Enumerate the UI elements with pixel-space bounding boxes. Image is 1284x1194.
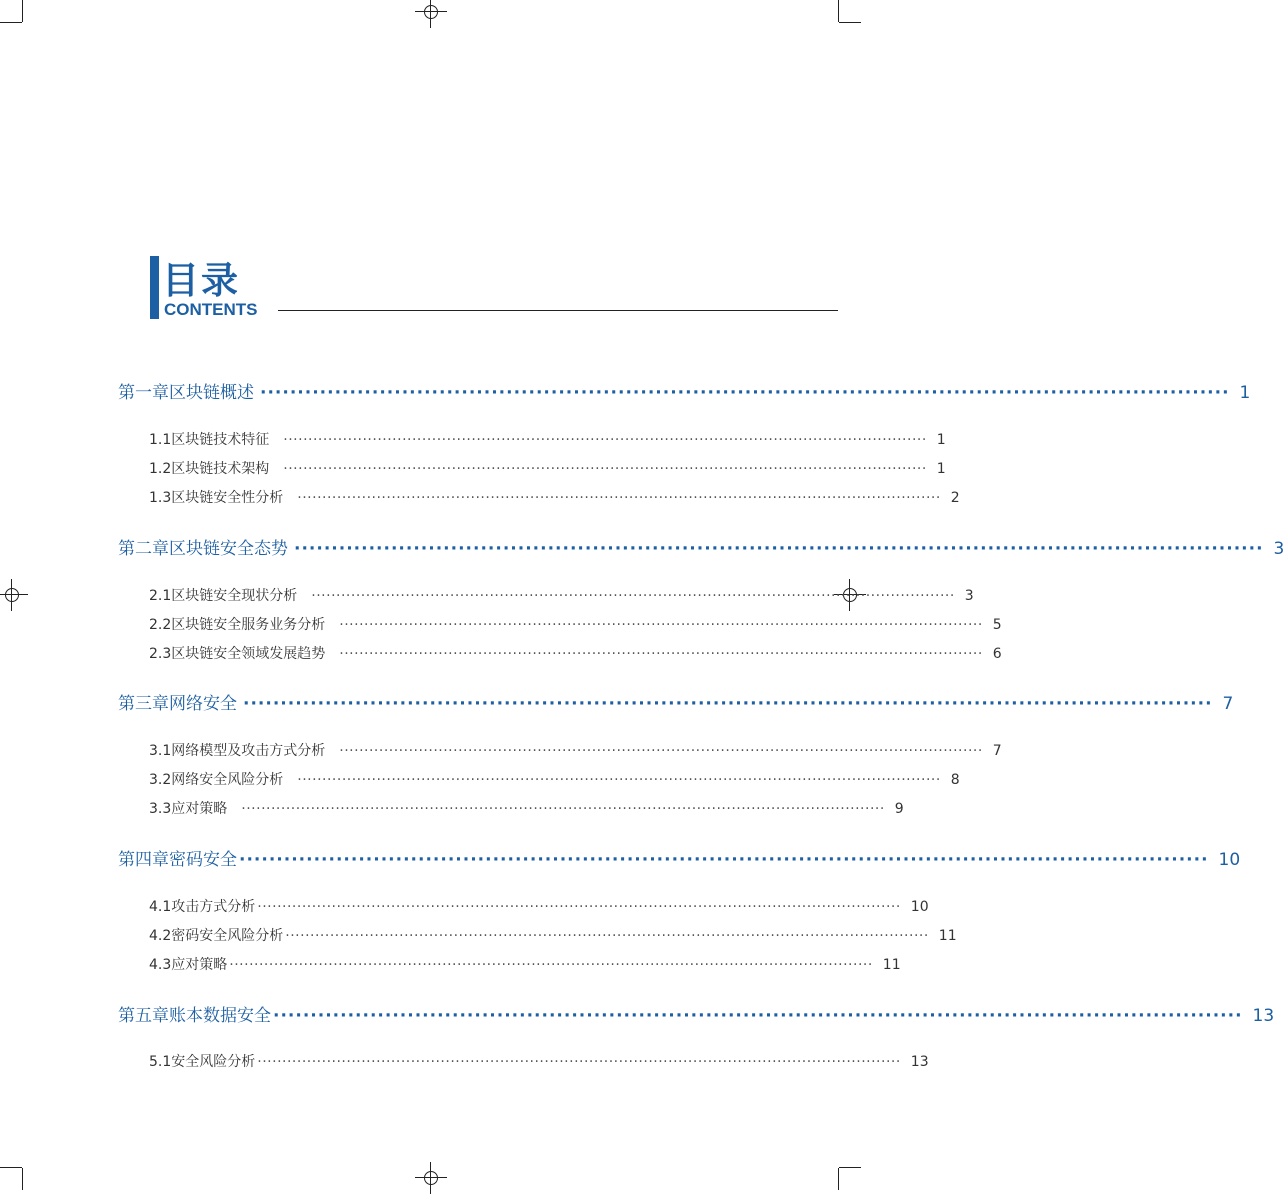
section-page: 6 [992, 646, 1002, 662]
page-subtitle: CONTENTS [164, 300, 258, 319]
dot-leader: ·································································································································· [339, 646, 983, 662]
section-title: 区块链安全现状分析 [171, 588, 298, 604]
chapter-title: 网络安全 [169, 694, 237, 714]
chapter-page: 7 [1222, 694, 1234, 714]
page-title: 目录 [162, 259, 240, 302]
section-page: 5 [992, 617, 1002, 633]
chapter-number: 第五章 [118, 1006, 169, 1026]
dot-leader: ·································································································································· [339, 617, 983, 633]
dot-leader: ·································································································································· [283, 461, 927, 477]
dot-leader: ·································································································································· [339, 743, 983, 759]
section-title: 区块链安全性分析 [171, 490, 284, 506]
section-title: 应对策略 [171, 957, 228, 973]
crop-mark-top-right [838, 0, 839, 22]
section-page: 3 [964, 588, 974, 604]
section-number: 2.3 [149, 646, 172, 662]
chapter-title: 密码安全 [169, 850, 237, 870]
dot-leader: ·································································································································· [257, 899, 901, 915]
section-title: 应对策略 [171, 801, 228, 817]
section-number: 3.2 [149, 772, 172, 788]
section-number: 4.1 [149, 899, 172, 915]
chapter-number: 第三章 [118, 694, 169, 714]
section-title: 安全风险分析 [171, 1054, 256, 1070]
chapter-page: 10 [1218, 850, 1241, 870]
section-title: 攻击方式分析 [171, 899, 256, 915]
section-title: 区块链安全服务业务分析 [171, 617, 326, 633]
toc-chapter-5[interactable] [118, 1001, 1275, 1026]
toc-section-2-3[interactable] [149, 643, 1002, 663]
chapter-number: 第二章 [118, 539, 169, 559]
crop-mark-bottom-left-h [0, 1167, 22, 1168]
crop-mark-top-left [22, 0, 23, 22]
toc-section-1-1[interactable] [149, 429, 946, 449]
section-page: 10 [910, 899, 929, 915]
chapter-title: 区块链安全态势 [169, 539, 288, 559]
chapter-page: 13 [1252, 1006, 1275, 1026]
section-page: 2 [950, 490, 960, 506]
registration-mark-left-icon [0, 583, 24, 607]
section-number: 2.2 [149, 617, 172, 633]
toc-section-4-2[interactable] [149, 925, 957, 945]
section-title: 区块链安全领域发展趋势 [171, 646, 326, 662]
section-title: 密码安全风险分析 [171, 928, 284, 944]
header-accent-bar [150, 256, 159, 319]
toc-section-1-2[interactable] [149, 458, 946, 478]
section-page: 7 [992, 743, 1002, 759]
chapter-number: 第四章 [118, 850, 169, 870]
toc-header [150, 254, 850, 324]
dot-leader: ·································································································································· [273, 1006, 1243, 1026]
section-page: 11 [938, 928, 957, 944]
dot-leader: ·································································································································· [243, 694, 1213, 714]
dot-leader: ·································································································································· [229, 957, 873, 973]
toc-section-2-1[interactable] [149, 585, 974, 605]
toc-section-3-1[interactable] [149, 740, 1002, 760]
toc-section-1-3[interactable] [149, 487, 960, 507]
header-rule [278, 310, 838, 311]
toc-section-3-2[interactable] [149, 769, 960, 789]
section-title: 区块链技术架构 [171, 461, 270, 477]
section-number: 3.3 [149, 801, 172, 817]
section-number: 3.1 [149, 743, 172, 759]
section-number: 1.1 [149, 432, 172, 448]
toc-section-3-3[interactable] [149, 798, 904, 818]
section-page: 11 [882, 957, 901, 973]
chapter-title: 账本数据安全 [169, 1006, 271, 1026]
section-number: 2.1 [149, 588, 172, 604]
section-number: 5.1 [149, 1054, 172, 1070]
section-page: 1 [936, 461, 946, 477]
section-title: 区块链技术特征 [171, 432, 270, 448]
crop-mark-bottom-left [22, 1168, 23, 1190]
toc-chapter-4[interactable] [118, 845, 1241, 870]
section-page: 8 [950, 772, 960, 788]
registration-mark-bottom-icon [419, 1166, 443, 1190]
chapter-number: 第一章 [118, 383, 169, 403]
chapter-page: 1 [1239, 383, 1251, 403]
toc-section-4-3[interactable] [149, 954, 901, 974]
crop-mark-top-right-h [839, 22, 861, 23]
dot-leader: ·································································································································· [241, 801, 885, 817]
dot-leader: ·································································································································· [257, 1054, 901, 1070]
toc-chapter-3[interactable] [118, 689, 1234, 714]
crop-mark-bottom-right-h [839, 1167, 861, 1168]
toc-section-4-1[interactable] [149, 896, 929, 916]
section-page: 1 [936, 432, 946, 448]
toc-section-2-2[interactable] [149, 614, 1002, 634]
toc-chapter-1[interactable] [118, 378, 1251, 403]
toc-chapter-2[interactable] [118, 534, 1284, 559]
section-page: 9 [894, 801, 904, 817]
section-number: 1.3 [149, 490, 172, 506]
chapter-title: 区块链概述 [169, 383, 254, 403]
dot-leader: ·································································································································· [297, 490, 941, 506]
dot-leader: ·································································································································· [285, 928, 929, 944]
section-number: 4.3 [149, 957, 172, 973]
section-number: 1.2 [149, 461, 172, 477]
section-title: 网络模型及攻击方式分析 [171, 743, 326, 759]
dot-leader: ·································································································································· [239, 850, 1209, 870]
section-page: 13 [910, 1054, 929, 1070]
dot-leader: ·································································································································· [294, 539, 1264, 559]
toc-section-5-1[interactable] [149, 1051, 929, 1071]
dot-leader: ·································································································································· [297, 772, 941, 788]
crop-mark-top-left-h [0, 22, 22, 23]
crop-mark-bottom-right [838, 1168, 839, 1190]
dot-leader: ·································································································································· [283, 432, 927, 448]
section-title: 网络安全风险分析 [171, 772, 284, 788]
section-number: 4.2 [149, 928, 172, 944]
registration-mark-top-icon [419, 0, 443, 24]
dot-leader: ·································································································································· [260, 383, 1230, 403]
dot-leader: ·································································································································· [311, 588, 955, 604]
chapter-page: 3 [1273, 539, 1284, 559]
